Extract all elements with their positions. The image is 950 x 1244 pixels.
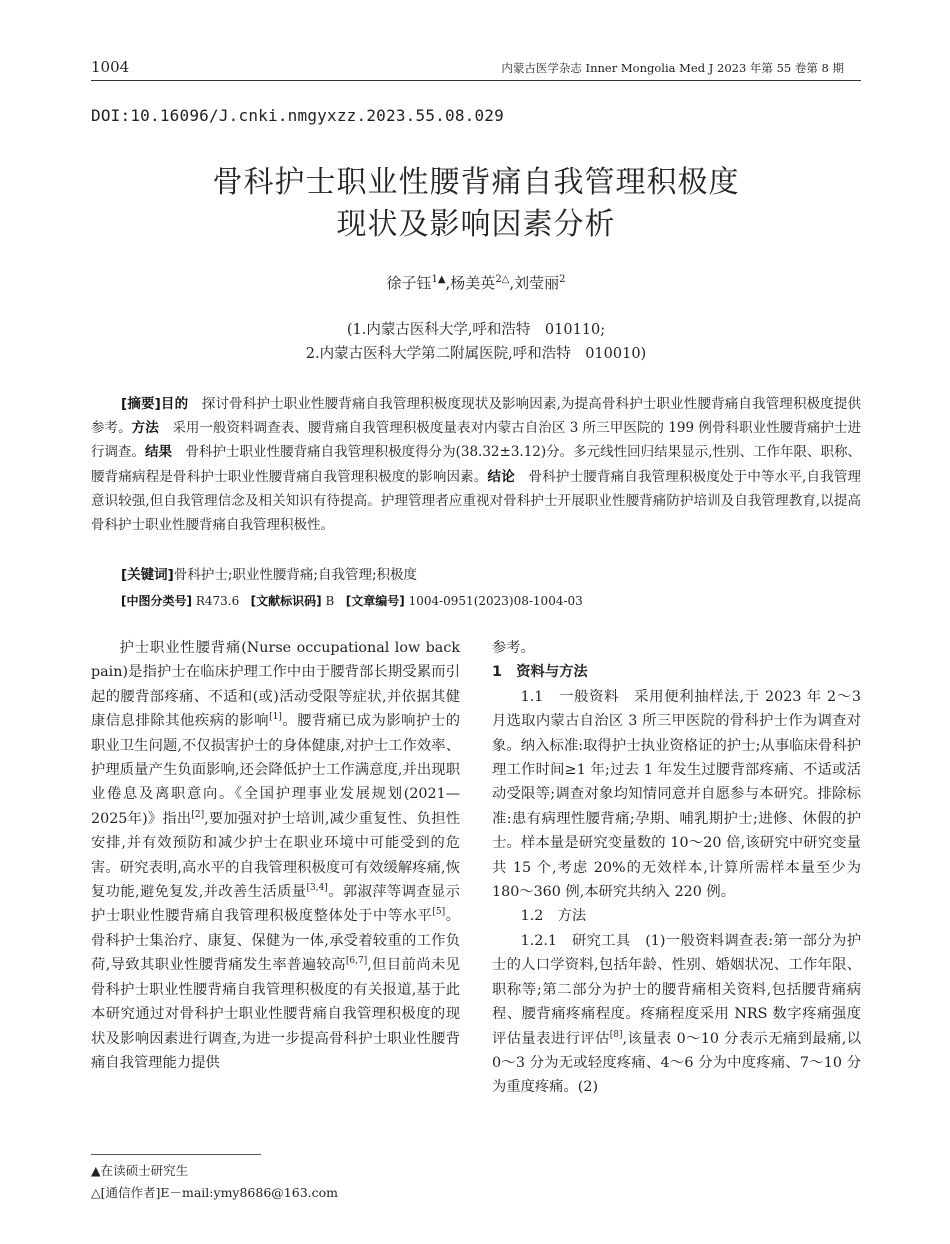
author-affil-mark: 1▲	[431, 274, 446, 285]
keywords	[121, 563, 861, 583]
affiliation-2: 2.内蒙古医科大学第二附属医院,呼和浩特 010010)	[305, 346, 647, 362]
citation-ref[interactable]: [3,4]	[306, 883, 328, 894]
affiliations	[91, 318, 861, 366]
abstract-methods: 采用一般资料调查表、腰背痛自我管理积极度量表对内蒙古自治区 3 所三甲医院的 199 例骨科职业性腰背痛护士进行调查。	[91, 420, 862, 461]
article-number-value: 1004-0951(2023)08-1004-03	[408, 594, 583, 608]
header-rule	[91, 80, 861, 81]
intro-text: ,但目前尚未见骨科护士职业性腰背痛自我管理积极度的有关报道,基于此本研究通过对骨科护士职业性腰背痛自我管理积极度的现状及影响因素进行调查,为进一步提高骨科护士职业性腰背痛自我管理能力提供	[91, 957, 460, 1071]
intro-text: 。腰背痛已成为影响护士的职业卫生问题,不仅损害护士的身体健康,对护士工作效率、护理质量产生负面影响,还会降低护士工作满意度,并出现职业倦息及离职意向。《全国护理事业发展规划(2021—2025年)》指出	[91, 713, 460, 827]
title-line-1: 骨科护士职业性腰背痛自我管理积极度	[212, 165, 740, 200]
running-head: 内蒙古医学杂志 Inner Mongolia Med J 2023 年第 55 卷第 8 期	[501, 61, 844, 75]
citation-ref[interactable]: [5]	[432, 907, 446, 918]
citation-ref[interactable]: [1]	[269, 712, 282, 723]
author-list: 徐子钰$^{1▲}$,杨美英$^{2\triangle}$,刘莹丽$^2$	[386, 274, 566, 292]
author-affil-mark: 2△	[495, 274, 510, 285]
doc-code-value: B	[325, 594, 335, 608]
subsection-text: ,该量表 0～10 分表示无痛到最痛,以 0～3 分为无或轻度疼痛、4～6 分为中度疼痛、7～10 分为重度疼痛。(2)	[492, 1030, 861, 1096]
body-column-right	[492, 636, 861, 1100]
author-affil-mark: 2	[559, 274, 566, 285]
citation-ref[interactable]: [6,7]	[345, 956, 368, 967]
subsection-text: (1)一般资料调查表:第一部分为护士的人口学资料,包括年龄、性别、婚姻状况、工作年限、职称等;第二部分为护士的腰背痛相关资料,包括腰背痛病程、腰背痛疼痛程度。疼痛程度采用 NRS 数字疼痛强度评估量表进行评估	[492, 932, 861, 1047]
intro-text: 。骨科护士集治疗、康复、保健为一体,承受着较重的工作负荷,导致其职业性腰背痛发生率普遍较高	[91, 908, 460, 974]
abstract-label: [摘要]	[121, 396, 161, 412]
title-line-2: 现状及影响因素分析	[336, 207, 616, 242]
intro-text: ,要加强对护士培训,减少重复性、负担性安排,并有效预防和减少护士在职业环境中可能受到的危害。研究表明,高水平的自我管理积极度可有效缓解疼痛,恢复功能,避免复发,并改善生活质量	[91, 810, 460, 901]
page-number: 1004	[91, 58, 130, 76]
abstract-conclusion: 骨科护士腰背痛自我管理积极度处于中等水平,自我管理意识较强,但自我管理信念及相关知识有待提高。护理管理者应重视对骨科护士开展职业性腰背痛防护培训及自我管理教育,以提高骨科护士职业性腰背痛自我管理积极性。	[91, 468, 862, 534]
intro-text: 护士职业性腰背痛(Nurse occupational low back pain)是指护士在临床护理工作中由于腰背部长期受累而引起的腰背部疼痛、不适和(或)活动受限等症状,并依据其健康信息排除其他疾病的影响	[91, 640, 460, 730]
abstract-purpose-label: 目的	[160, 396, 189, 412]
article-number-label: [文章编号]	[345, 594, 405, 608]
abstract-conclusion-label: 结论	[487, 468, 515, 485]
clc-label: [中图分类号]	[121, 594, 192, 608]
author-name: 徐子钰	[386, 274, 432, 292]
subsection-heading: 1.1 一般资料	[520, 688, 620, 705]
section-1-1	[492, 685, 861, 905]
subsection-heading-1-2: 1.2 方法	[520, 908, 587, 925]
author-name: 刘莹丽	[514, 274, 560, 292]
classification-line	[121, 592, 861, 609]
section-heading-1: 1 资料与方法	[492, 664, 588, 681]
keywords-text: 骨科护士;职业性腰背痛;自我管理;积极度	[173, 567, 417, 583]
doi[interactable]: DOI:10.16096/J.cnki.nmgyxzz.2023.55.08.029	[91, 106, 504, 125]
intro-paragraph	[91, 636, 460, 1075]
footnote-student: ▲在读硕士研究生	[91, 1163, 189, 1178]
abstract	[91, 392, 861, 537]
abstract-purpose: 探讨骨科护士职业性腰背痛自我管理积极度现状及影响因素,为提高骨科护士职业性腰背痛自我管理积极度提供参考。	[91, 396, 862, 437]
footnote-rule	[91, 1154, 261, 1155]
citation-ref[interactable]: [8]	[609, 1029, 623, 1040]
keywords-label: [关键词]	[121, 567, 174, 583]
article-title	[91, 162, 861, 246]
intro-text: 。郭淑萍等调查显示护士职业性腰背痛自我管理积极度整体处于中等水平	[91, 884, 461, 925]
author-name: 杨美英	[450, 274, 496, 292]
citation-ref[interactable]: [2]	[191, 810, 205, 821]
clc-value: R473.6	[195, 594, 240, 608]
doc-code-label: [文献标识码]	[250, 594, 322, 608]
continued-text: 参考。	[492, 640, 535, 656]
subsection-text: 采用便利抽样法,于 2023 年 2～3 月选取内蒙古自治区 3 所三甲医院的骨科护士作为调查对象。纳入标准:取得护士执业资格证的护士;从事临床骨科护理工作时间≥1 年;过去 1 年发生过腰背部疼痛、不适或活动受限等;调查对象均知情同意并自愿参与本研究。排除标准:患有病理性腰背痛;孕期、哺乳期护士;进修、休假的护士。样本量是研究变量数的 10～20 倍,该研究中研究变量共 15 个,考虑 20%的无效样本,计算所需样本量至少为 180～360 例,本研究共纳入 220 例。	[492, 688, 861, 901]
abstract-results-label: 结果	[145, 444, 173, 461]
abstract-methods-label: 方法	[131, 420, 159, 437]
subsection-heading: 1.2.1 研究工具	[520, 932, 631, 949]
abstract-results: 骨科护士职业性腰背痛自我管理积极度得分为(38.32±3.12)分。多元线性回归结果显示,性别、工作年限、职称、腰背痛病程是骨科护士职业性腰背痛自我管理积极度的影响因素。	[91, 444, 862, 485]
affiliation-1: (1.内蒙古医科大学,呼和浩特 010110;	[346, 322, 606, 338]
body-column-left	[91, 636, 460, 1075]
section-1-2-1	[492, 929, 861, 1100]
footnote-corresponding: △[通信作者]E－mail:ymy8686@163.com	[91, 1185, 339, 1200]
